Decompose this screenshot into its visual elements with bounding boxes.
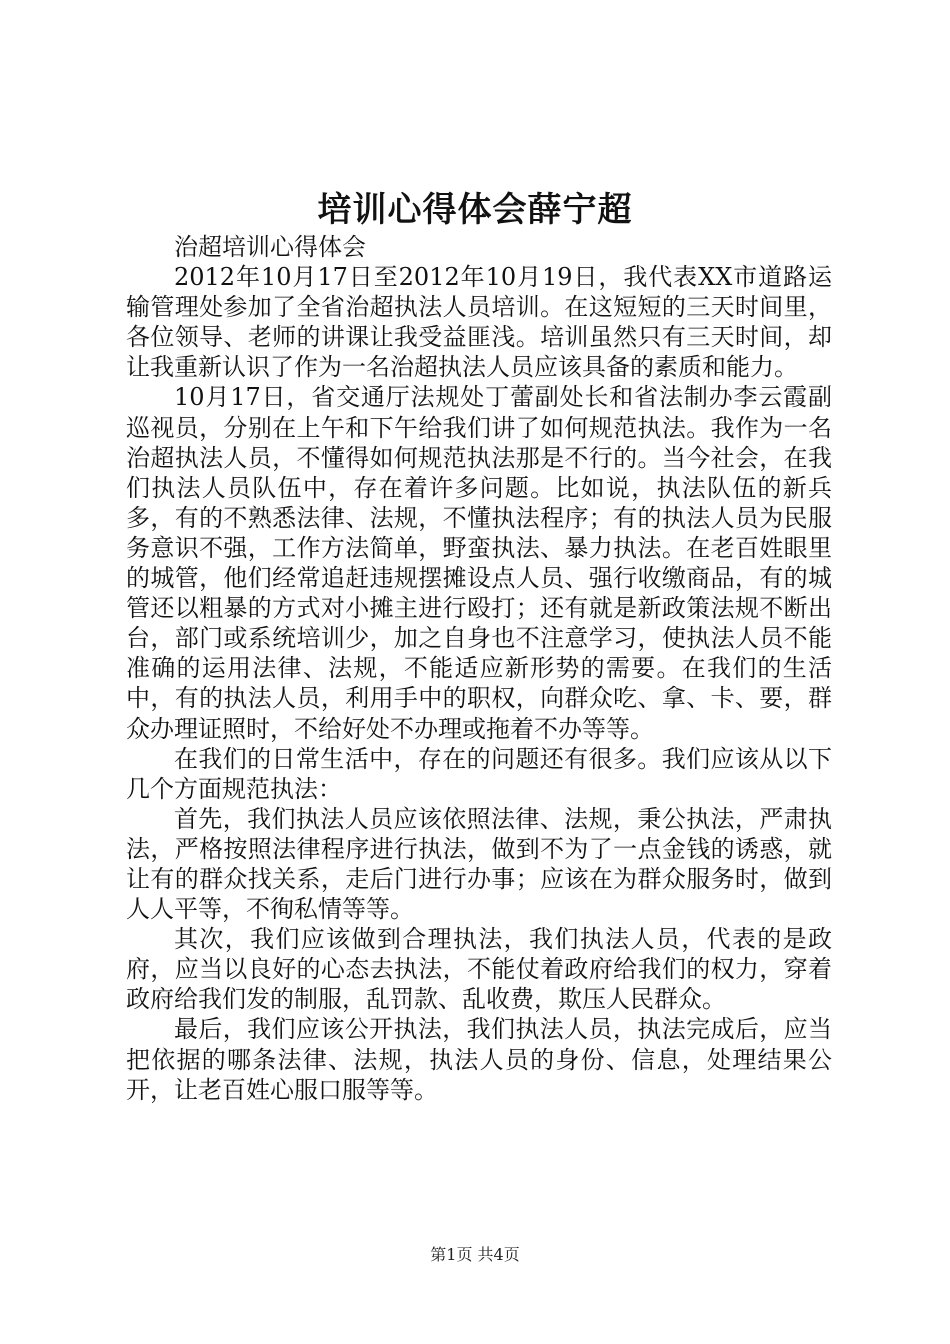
paragraph-6: 最后，我们应该公开执法，我们执法人员，执法完成后，应当把依据的哪条法律、法规，执法人员的身份、信息，处理结果公开，让老百姓心服口服等等。 (126, 1015, 832, 1104)
document-body (126, 232, 832, 1105)
document-title: 培训心得体会薛宁超 (317, 190, 633, 230)
paragraph-4: 首先，我们执法人员应该依照法律、法规，秉公执法，严肃执法，严格按照法律程序进行执法，做到不为了一点金钱的诱惑，就让有的群众找关系，走后门进行办事；应该在为群众服务时，做到人人平等，不徇私情等等。 (126, 804, 832, 924)
paragraph-1: 2012年10月17日至2012年10月19日，我代表XX市道路运输管理处参加了全省治超执法人员培训。在这短短的三天时间里，各位领导、老师的讲课让我受益匪浅。培训虽然只有三天时间，却让我重新认识了作为一名治超执法人员应该具备的素质和能力。 (126, 263, 832, 382)
document-subtitle: 治超培训心得体会 (174, 233, 366, 261)
paragraph-3: 在我们的日常生活中，存在的问题还有很多。我们应该从以下几个方面规范执法： (126, 744, 832, 803)
page-footer: 第1页 共4页 (430, 1245, 520, 1264)
paragraph-5: 其次，我们应该做到合理执法，我们执法人员，代表的是政府，应当以良好的心态去执法，不能仗着政府给我们的权力，穿着政府给我们发的制服，乱罚款、乱收费，欺压人民群众。 (126, 925, 832, 1014)
paragraph-2: 10月17日，省交通厅法规处丁蕾副处长和省法制办李云霞副巡视员，分别在上午和下午给我们讲了如何规范执法。我作为一名治超执法人员，不懂得如何规范执法那是不行的。当今社会，在我们执法人员队伍中，存在着许多问题。比如说，执法队伍的新兵多，有的不熟悉法律、法规，不懂执法程序；有的执法人员为民服务意识不强，工作方法简单，野蛮执法、暴力执法。在老百姓眼里的城管，他们经常追赶违规摆摊设点人员、强行收缴商品，有的城管还以粗暴的方式对小摊主进行殴打；还有就是新政策法规不断出台，部门或系统培训少，加之自身也不注意学习，使执法人员不能准确的运用法律、法规，不能适应新形势的需要。在我们的生活中，有的执法人员，利用手中的职权，向群众吃、拿、卡、要，群众办理证照时，不给好处不办理或拖着不办等等。 (126, 383, 832, 743)
